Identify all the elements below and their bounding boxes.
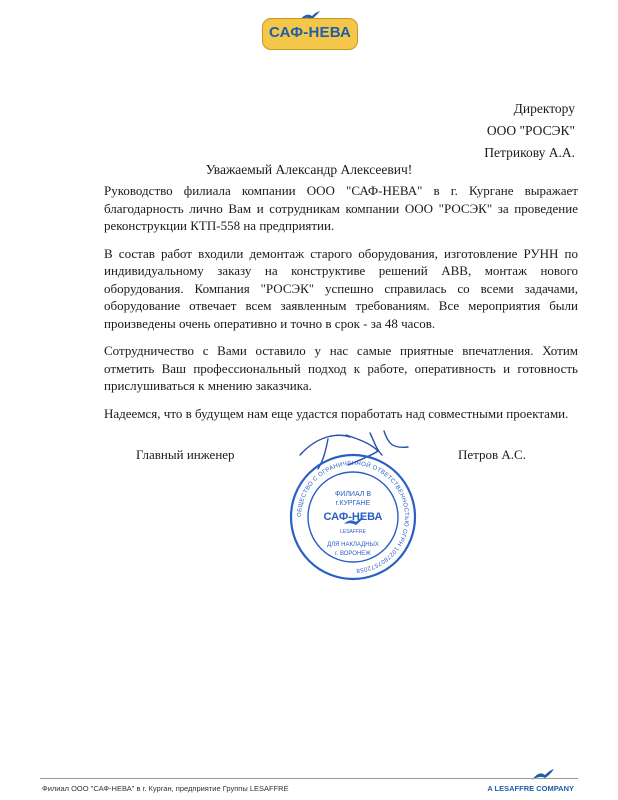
footer-divider: [40, 778, 578, 779]
addressee-block: [484, 98, 575, 164]
footer-left-text: Филиал ООО "САФ-НЕВА" в г. Курган, предприятие Группы LESAFFRE: [42, 784, 289, 793]
salutation: Уважаемый Александр Алексеевич!: [205, 162, 413, 177]
signatory-position: Главный инженер: [136, 447, 235, 462]
addressee-name: Петрикову А.А.: [484, 145, 575, 160]
paragraph: В состав работ входили демонтаж старого оборудования, изготовление РУНН по индивидуальному заказу на конструктиве решений АВВ, монтаж нового оборудования. Компания "РОСЭК" успешно справилась со всеми задачами, оборудование отвечает всем заявленным требованиям. Все мероприятия были произведены очень оперативно и точно в срок - за 48 часов.: [104, 245, 578, 331]
stamp-bottom-line2: г. ВОРОНЕЖ: [335, 551, 371, 557]
addressee-company: ООО "РОСЭК": [486, 123, 575, 138]
stamp-brand: САФ-НЕВА: [323, 511, 383, 523]
official-stamp: [288, 452, 418, 582]
stamp-sub-brand: LESAFFRE: [340, 529, 366, 535]
logo-text: САФ-НЕВА: [268, 24, 352, 41]
stamp-inner-line2: г.КУРГАНЕ: [335, 500, 371, 507]
paragraph: Надеемся, что в будущем нам еще удастся поработать над совместными проектами.: [104, 405, 569, 421]
stamp-inner-line1: ФИЛИАЛ В: [334, 491, 372, 498]
footer-bird-icon: [530, 768, 556, 782]
paragraph: Сотрудничество с Вами оставило у нас самые приятные впечатления. Хотим отметить Ваш профессиональный подход к работе, оперативность и готовность прислушиваться к мнению заказчика.: [104, 343, 578, 393]
footer-right-text: A LESAFFRE COMPANY: [487, 784, 574, 793]
paragraph: Руководство филиала компании ООО "САФ-НЕВА" в г. Кургане выражает благодарность лично Вам и сотрудникам компании ООО "РОСЭК" за проведение реконструкции КТП-558 на предприятии.: [104, 183, 578, 233]
addressee-title: Директору: [513, 101, 575, 116]
signatory-name: Петров А.С.: [458, 447, 526, 462]
stamp-outer-text: ОБЩЕСТВО С ОГРАНИЧЕННОЙ ОТВЕТСТВЕННОСТЬЮ ОГРН 1027807572058: [296, 460, 410, 573]
stamp-bottom-line1: ДЛЯ НАКЛАДНЫХ: [327, 542, 379, 548]
company-logo: [262, 10, 358, 52]
letter-body: [104, 182, 578, 432]
